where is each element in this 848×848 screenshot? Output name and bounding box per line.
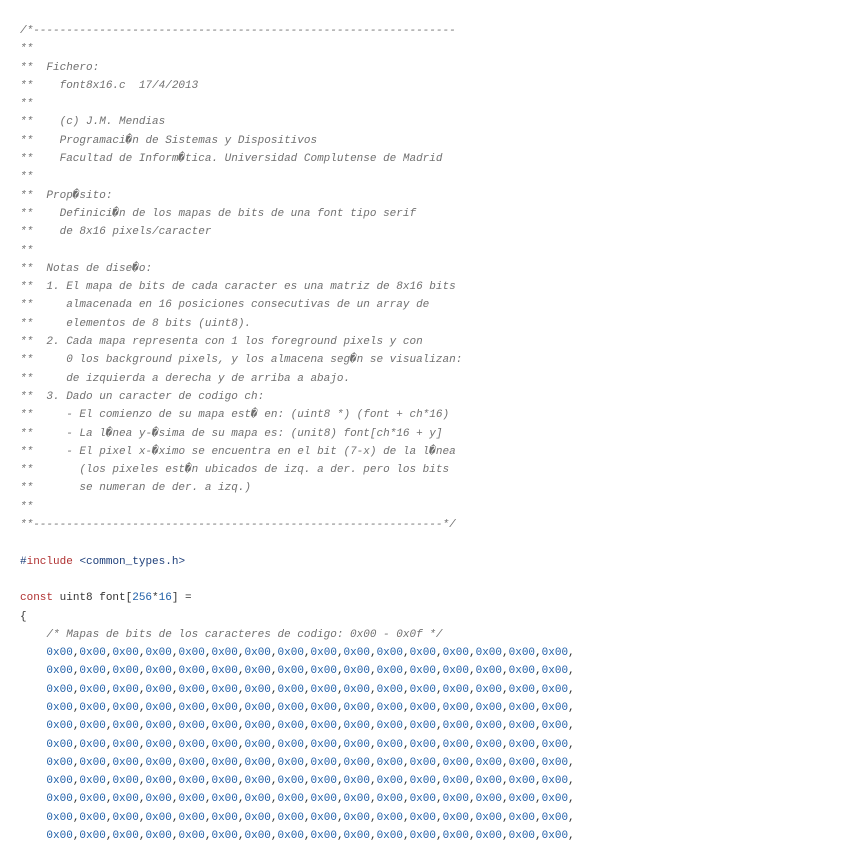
- declaration-tail: ] =: [171, 592, 192, 605]
- hex-value: 0x00: [79, 738, 106, 751]
- hex-value: 0x00: [79, 756, 106, 769]
- blank-line: [20, 534, 840, 552]
- hex-value: 0x00: [310, 738, 337, 751]
- hex-value: 0x00: [409, 720, 436, 733]
- hex-value: 0x00: [145, 793, 172, 806]
- hex-value: 0x00: [277, 665, 304, 678]
- bitmap-data-row: 0x00,0x00,0x00,0x00,0x00,0x00,0x00,0x00,0x00,0x00,0x00,0x00,0x00,0x00,0x00,0x00,: [46, 683, 575, 696]
- hex-value: 0x00: [46, 647, 73, 660]
- hex-value: 0x00: [541, 830, 569, 843]
- bitmap-data-rows: [20, 644, 840, 845]
- header-comment-line: ** de 8x16 pixels/caracter: [20, 226, 212, 239]
- hex-value: 0x00: [508, 775, 536, 788]
- hex-value: 0x00: [112, 720, 139, 733]
- hex-value: 0x00: [46, 775, 73, 788]
- header-comment-line: **--------------------------------------------------------------*/: [20, 519, 456, 532]
- hex-value: 0x00: [46, 738, 73, 751]
- hex-value: 0x00: [211, 683, 238, 696]
- header-comment-line: ** - El comienzo de su mapa est� en: (uint8 *) (font + ch*16): [20, 409, 450, 422]
- hex-value: 0x00: [442, 665, 469, 678]
- hex-value: 0x00: [343, 811, 370, 824]
- hex-value: 0x00: [310, 683, 337, 696]
- header-comment-line: ** Definici�n de los mapas de bits de una font tipo serif: [20, 207, 417, 220]
- bitmap-data-row: 0x00,0x00,0x00,0x00,0x00,0x00,0x00,0x00,0x00,0x00,0x00,0x00,0x00,0x00,0x00,0x00,: [46, 720, 575, 733]
- bitmap-data-row: 0x00,0x00,0x00,0x00,0x00,0x00,0x00,0x00,0x00,0x00,0x00,0x00,0x00,0x00,0x00,0x00,: [46, 793, 575, 806]
- hex-value: 0x00: [277, 738, 304, 751]
- hex-value: 0x00: [244, 756, 271, 769]
- hex-value: 0x00: [244, 793, 271, 806]
- hex-value: 0x00: [211, 701, 238, 714]
- hex-value: 0x00: [145, 701, 172, 714]
- hex-value: 0x00: [145, 683, 172, 696]
- hex-value: 0x00: [310, 701, 337, 714]
- hex-value: 0x00: [442, 830, 469, 843]
- hex-value: 0x00: [46, 720, 73, 733]
- const-keyword: const: [20, 592, 54, 605]
- hex-value: 0x00: [376, 701, 403, 714]
- blank-line: [20, 571, 840, 589]
- hex-value: 0x00: [475, 756, 503, 769]
- hex-value: 0x00: [376, 775, 403, 788]
- font-declaration: [20, 589, 840, 607]
- header-comment-line: ** Notas de dise�o:: [20, 262, 153, 275]
- hex-value: 0x00: [442, 756, 469, 769]
- hex-value: 0x00: [112, 683, 139, 696]
- hex-value: 0x00: [211, 738, 238, 751]
- hex-value: 0x00: [475, 775, 503, 788]
- hex-value: 0x00: [409, 756, 436, 769]
- hex-value: 0x00: [244, 775, 271, 788]
- hex-value: 0x00: [244, 811, 271, 824]
- hex-value: 0x00: [112, 756, 139, 769]
- header-comment-line: ** 2. Cada mapa representa con 1 los foreground pixels y con: [20, 336, 423, 349]
- header-comment-line: ** elementos de 8 bits (uint8).: [20, 317, 252, 330]
- hex-value: 0x00: [508, 738, 536, 751]
- hex-value: 0x00: [145, 756, 172, 769]
- hex-value: 0x00: [178, 647, 205, 660]
- hex-value: 0x00: [211, 720, 238, 733]
- include-header: <common_types.h>: [79, 555, 186, 568]
- hex-value: 0x00: [211, 756, 238, 769]
- bitmap-data-row: 0x00,0x00,0x00,0x00,0x00,0x00,0x00,0x00,0x00,0x00,0x00,0x00,0x00,0x00,0x00,0x00,: [46, 756, 575, 769]
- hex-value: 0x00: [244, 720, 271, 733]
- hex-value: 0x00: [46, 701, 73, 714]
- hex-value: 0x00: [244, 683, 271, 696]
- hex-value: 0x00: [79, 811, 106, 824]
- hex-value: 0x00: [178, 720, 205, 733]
- hex-value: 0x00: [112, 647, 139, 660]
- hex-value: 0x00: [277, 811, 304, 824]
- header-comment-line: ** almacenada en 16 posiciones consecutivas de un array de: [20, 299, 430, 312]
- hex-value: 0x00: [475, 647, 503, 660]
- hex-value: 0x00: [541, 720, 569, 733]
- hex-value: 0x00: [508, 811, 536, 824]
- array-size-256: 256: [132, 592, 153, 605]
- hex-value: 0x00: [310, 793, 337, 806]
- hex-value: 0x00: [475, 720, 503, 733]
- header-comment-line: ** Prop�sito:: [20, 189, 113, 202]
- hex-value: 0x00: [46, 811, 73, 824]
- hex-value: 0x00: [442, 793, 469, 806]
- hex-value: 0x00: [541, 665, 569, 678]
- hex-value: 0x00: [277, 775, 304, 788]
- header-comment-line: ** 0 los background pixels, y los almacena seg�n se visualizan:: [20, 354, 463, 367]
- array-size-operator: *: [152, 592, 159, 605]
- hex-value: 0x00: [409, 665, 436, 678]
- array-size-16: 16: [158, 592, 172, 605]
- header-comment-line: ** Programaci�n de Sistemas y Dispositivos: [20, 134, 318, 147]
- hex-value: 0x00: [442, 720, 469, 733]
- bitmap-data-row: 0x00,0x00,0x00,0x00,0x00,0x00,0x00,0x00,0x00,0x00,0x00,0x00,0x00,0x00,0x00,0x00,: [46, 811, 575, 824]
- hex-value: 0x00: [376, 665, 403, 678]
- header-comment-line: ** 1. El mapa de bits de cada caracter es una matriz de 8x16 bits: [20, 281, 456, 294]
- hex-value: 0x00: [46, 665, 73, 678]
- hex-value: 0x00: [244, 665, 271, 678]
- hex-value: 0x00: [178, 701, 205, 714]
- include-keyword: include: [26, 555, 73, 568]
- hex-value: 0x00: [46, 683, 73, 696]
- hex-value: 0x00: [178, 756, 205, 769]
- hex-value: 0x00: [178, 811, 205, 824]
- hex-value: 0x00: [211, 793, 238, 806]
- hex-value: 0x00: [442, 738, 469, 751]
- bitmap-data-row: 0x00,0x00,0x00,0x00,0x00,0x00,0x00,0x00,0x00,0x00,0x00,0x00,0x00,0x00,0x00,0x00,: [46, 830, 575, 843]
- file-header-comment: [20, 22, 840, 534]
- hex-value: 0x00: [277, 756, 304, 769]
- hex-value: 0x00: [145, 775, 172, 788]
- hex-value: 0x00: [244, 830, 271, 843]
- hex-value: 0x00: [508, 756, 536, 769]
- hex-value: 0x00: [508, 647, 536, 660]
- hex-value: 0x00: [376, 793, 403, 806]
- block-comment-line: [20, 626, 840, 644]
- hex-value: 0x00: [442, 775, 469, 788]
- hex-value: 0x00: [310, 665, 337, 678]
- hex-value: 0x00: [343, 830, 370, 843]
- block-comment: /* Mapas de bits de los caracteres de codigo: 0x00 - 0x0f */: [46, 628, 443, 641]
- hex-value: 0x00: [409, 830, 436, 843]
- hex-value: 0x00: [178, 738, 205, 751]
- hex-value: 0x00: [112, 701, 139, 714]
- hex-value: 0x00: [112, 775, 139, 788]
- hex-value: 0x00: [46, 793, 73, 806]
- hex-value: 0x00: [145, 738, 172, 751]
- hex-value: 0x00: [475, 830, 503, 843]
- hex-value: 0x00: [541, 793, 569, 806]
- header-comment-line: **: [20, 171, 34, 184]
- header-comment-line: **: [20, 43, 34, 56]
- hex-value: 0x00: [178, 793, 205, 806]
- header-comment-line: ** Facultad de Inform�tica. Universidad Complutense de Madrid: [20, 153, 443, 166]
- hex-value: 0x00: [211, 830, 238, 843]
- hex-value: 0x00: [244, 647, 271, 660]
- hex-value: 0x00: [145, 647, 172, 660]
- hex-value: 0x00: [112, 665, 139, 678]
- hex-value: 0x00: [79, 793, 106, 806]
- code-view: [20, 22, 840, 845]
- hex-value: 0x00: [409, 775, 436, 788]
- hex-value: 0x00: [112, 793, 139, 806]
- hex-value: 0x00: [376, 830, 403, 843]
- hex-value: 0x00: [343, 665, 370, 678]
- hex-value: 0x00: [178, 665, 205, 678]
- header-comment-line: **: [20, 98, 34, 111]
- hex-value: 0x00: [178, 830, 205, 843]
- hex-value: 0x00: [508, 701, 536, 714]
- hex-value: 0x00: [112, 811, 139, 824]
- hex-value: 0x00: [79, 665, 106, 678]
- hex-value: 0x00: [310, 830, 337, 843]
- hex-value: 0x00: [475, 701, 503, 714]
- hex-value: 0x00: [310, 720, 337, 733]
- hex-value: 0x00: [376, 811, 403, 824]
- hex-value: 0x00: [442, 811, 469, 824]
- open-brace: {: [20, 610, 27, 623]
- hex-value: 0x00: [508, 793, 536, 806]
- hex-value: 0x00: [475, 738, 503, 751]
- hex-value: 0x00: [409, 683, 436, 696]
- hex-value: 0x00: [376, 647, 403, 660]
- hex-value: 0x00: [178, 683, 205, 696]
- hex-value: 0x00: [112, 738, 139, 751]
- hex-value: 0x00: [508, 830, 536, 843]
- hex-value: 0x00: [442, 701, 469, 714]
- hex-value: 0x00: [244, 738, 271, 751]
- include-directive: [20, 553, 840, 571]
- hex-value: 0x00: [541, 775, 569, 788]
- hex-value: 0x00: [211, 775, 238, 788]
- hex-value: 0x00: [376, 738, 403, 751]
- hex-value: 0x00: [409, 701, 436, 714]
- bitmap-data-row: 0x00,0x00,0x00,0x00,0x00,0x00,0x00,0x00,0x00,0x00,0x00,0x00,0x00,0x00,0x00,0x00,: [46, 665, 575, 678]
- hex-value: 0x00: [409, 811, 436, 824]
- bitmap-data-row: 0x00,0x00,0x00,0x00,0x00,0x00,0x00,0x00,0x00,0x00,0x00,0x00,0x00,0x00,0x00,0x00,: [46, 701, 575, 714]
- hex-value: 0x00: [376, 683, 403, 696]
- header-comment-line: ** se numeran de der. a izq.): [20, 482, 252, 495]
- hex-value: 0x00: [541, 701, 569, 714]
- hex-value: 0x00: [508, 720, 536, 733]
- hex-value: 0x00: [145, 811, 172, 824]
- hex-value: 0x00: [277, 683, 304, 696]
- hex-value: 0x00: [277, 647, 304, 660]
- hex-value: 0x00: [244, 701, 271, 714]
- include-hash: #: [20, 555, 27, 568]
- hex-value: 0x00: [79, 830, 106, 843]
- hex-value: 0x00: [541, 811, 569, 824]
- hex-value: 0x00: [475, 793, 503, 806]
- header-comment-line: ** de izquierda a derecha y de arriba a abajo.: [20, 372, 351, 385]
- hex-value: 0x00: [343, 683, 370, 696]
- hex-value: 0x00: [343, 647, 370, 660]
- hex-value: 0x00: [145, 830, 172, 843]
- hex-value: 0x00: [310, 647, 337, 660]
- hex-value: 0x00: [79, 720, 106, 733]
- header-comment-line: ** font8x16.c 17/4/2013: [20, 79, 199, 92]
- hex-value: 0x00: [211, 665, 238, 678]
- hex-value: 0x00: [442, 647, 469, 660]
- hex-value: 0x00: [310, 756, 337, 769]
- hex-value: 0x00: [376, 756, 403, 769]
- header-comment-line: **: [20, 244, 34, 257]
- hex-value: 0x00: [277, 830, 304, 843]
- hex-value: 0x00: [46, 756, 73, 769]
- hex-value: 0x00: [541, 647, 569, 660]
- hex-value: 0x00: [409, 793, 436, 806]
- hex-value: 0x00: [277, 793, 304, 806]
- hex-value: 0x00: [541, 756, 569, 769]
- declaration-type-name: uint8 font[: [53, 592, 133, 605]
- hex-value: 0x00: [79, 775, 106, 788]
- bitmap-data-row: 0x00,0x00,0x00,0x00,0x00,0x00,0x00,0x00,0x00,0x00,0x00,0x00,0x00,0x00,0x00,0x00,: [46, 775, 575, 788]
- hex-value: 0x00: [79, 683, 106, 696]
- hex-value: 0x00: [112, 830, 139, 843]
- bitmap-data-row: 0x00,0x00,0x00,0x00,0x00,0x00,0x00,0x00,0x00,0x00,0x00,0x00,0x00,0x00,0x00,0x00,: [46, 647, 575, 660]
- hex-value: 0x00: [541, 738, 569, 751]
- hex-value: 0x00: [541, 683, 569, 696]
- hex-value: 0x00: [145, 665, 172, 678]
- hex-value: 0x00: [409, 738, 436, 751]
- hex-value: 0x00: [343, 775, 370, 788]
- hex-value: 0x00: [475, 665, 503, 678]
- hex-value: 0x00: [178, 775, 205, 788]
- header-comment-line: ** - El pixel x-�ximo se encuentra en el bit (7-x) de la l�nea: [20, 445, 456, 458]
- header-comment-line: ** (c) J.M. Mendias: [20, 116, 166, 129]
- hex-value: 0x00: [475, 683, 503, 696]
- hex-value: 0x00: [343, 720, 370, 733]
- hex-value: 0x00: [508, 683, 536, 696]
- hex-value: 0x00: [145, 720, 172, 733]
- hex-value: 0x00: [277, 720, 304, 733]
- header-comment-line: ** - La l�nea y-�sima de su mapa es: (unit8) font[ch*16 + y]: [20, 427, 443, 440]
- hex-value: 0x00: [310, 775, 337, 788]
- hex-value: 0x00: [277, 701, 304, 714]
- header-comment-line: /*----------------------------------------------------------------: [20, 25, 456, 37]
- hex-value: 0x00: [79, 701, 106, 714]
- hex-value: 0x00: [211, 647, 238, 660]
- header-comment-line: ** Fichero:: [20, 61, 100, 74]
- hex-value: 0x00: [343, 738, 370, 751]
- hex-value: 0x00: [46, 830, 73, 843]
- hex-value: 0x00: [79, 647, 106, 660]
- header-comment-line: ** 3. Dado un caracter de codigo ch:: [20, 390, 265, 403]
- hex-value: 0x00: [343, 793, 370, 806]
- header-comment-line: **: [20, 500, 34, 513]
- hex-value: 0x00: [508, 665, 536, 678]
- hex-value: 0x00: [475, 811, 503, 824]
- hex-value: 0x00: [343, 756, 370, 769]
- hex-value: 0x00: [343, 701, 370, 714]
- hex-value: 0x00: [310, 811, 337, 824]
- hex-value: 0x00: [376, 720, 403, 733]
- hex-value: 0x00: [442, 683, 469, 696]
- header-comment-line: ** (los pixeles est�n ubicados de izq. a der. pero los bits: [20, 464, 450, 477]
- bitmap-data-row: 0x00,0x00,0x00,0x00,0x00,0x00,0x00,0x00,0x00,0x00,0x00,0x00,0x00,0x00,0x00,0x00,: [46, 738, 575, 751]
- hex-value: 0x00: [211, 811, 238, 824]
- hex-value: 0x00: [409, 647, 436, 660]
